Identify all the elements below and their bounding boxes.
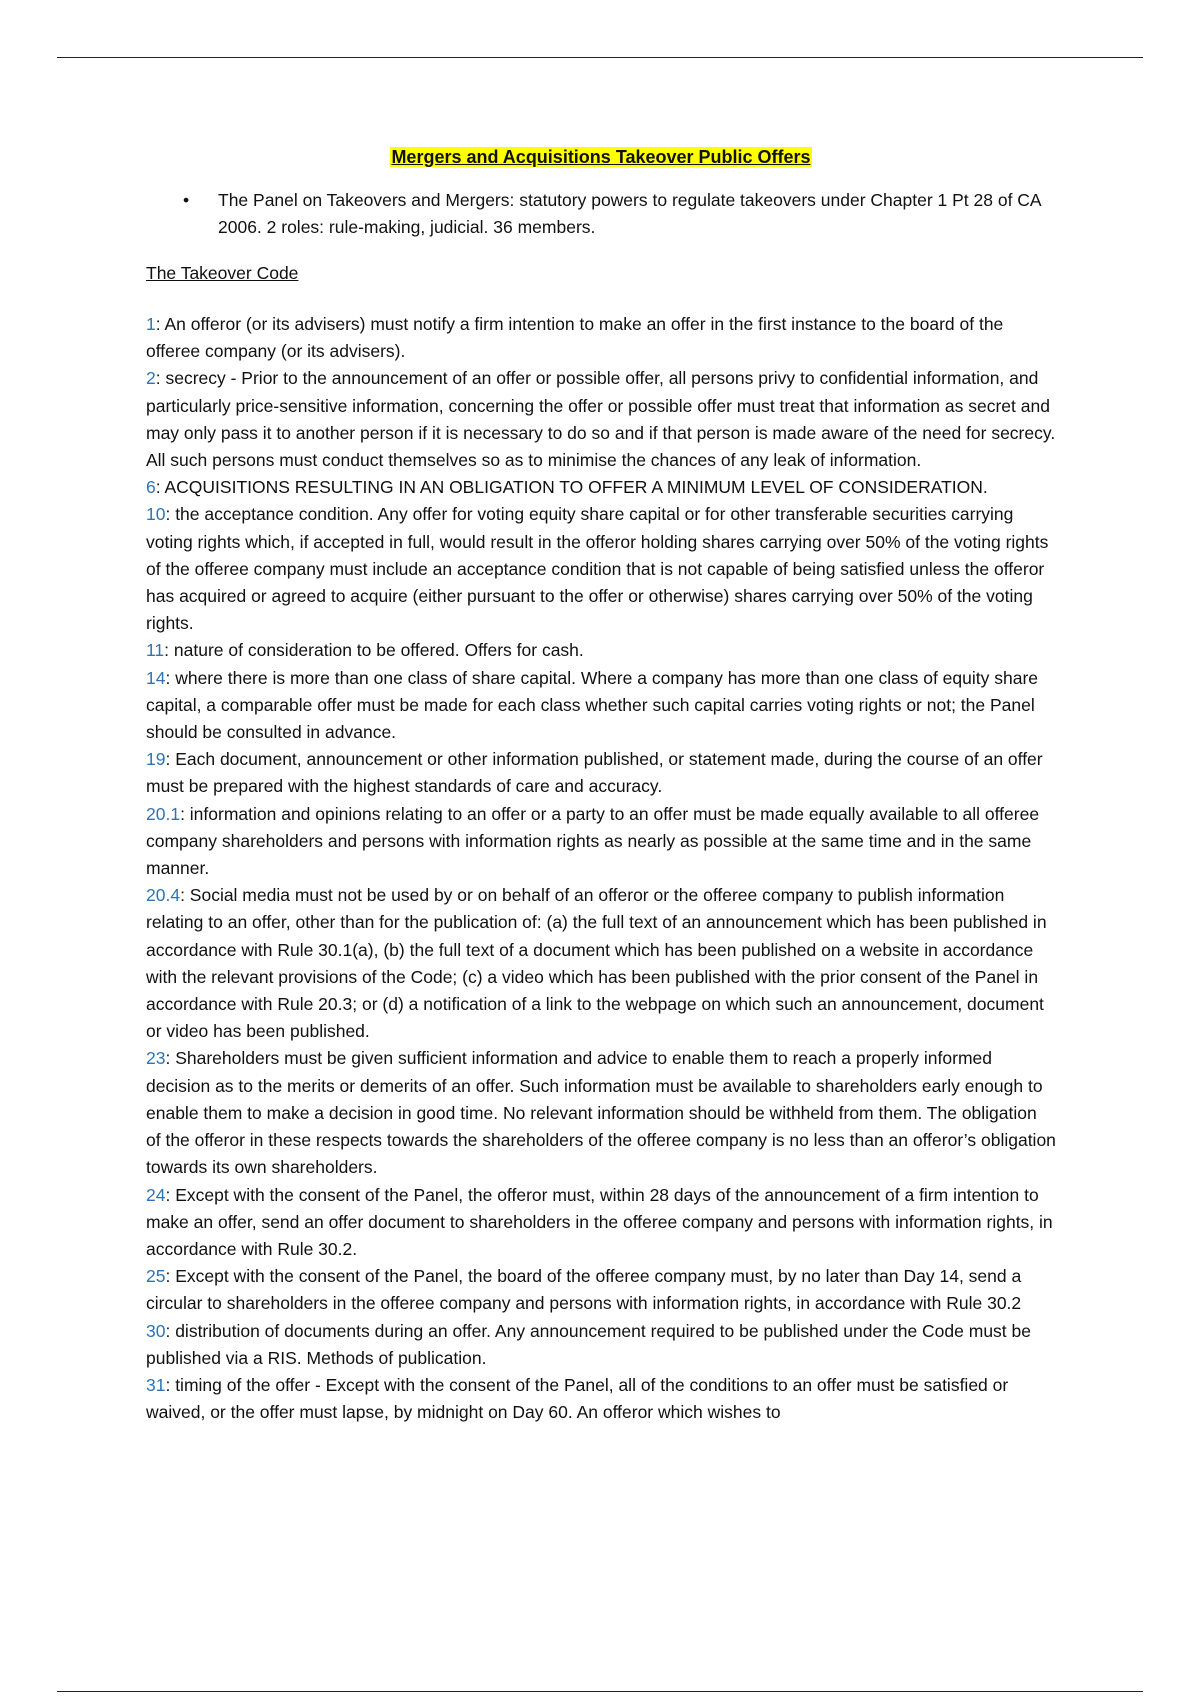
- rule-paragraph: [146, 365, 1056, 474]
- rule-paragraph: [146, 801, 1056, 883]
- rule-paragraph: [146, 882, 1056, 1045]
- rule-number: 23: [146, 1048, 166, 1069]
- rule-text: : distribution of documents during an offer. Any announcement required to be published under the Code must be published via a RIS. Methods of publication.: [146, 1320, 1031, 1368]
- rules-list: [146, 311, 1056, 1426]
- rule-paragraph: [146, 637, 1056, 664]
- document-title: Mergers and Acquisitions Takeover Public Offers: [391, 147, 811, 167]
- rule-paragraph: [146, 1372, 1056, 1426]
- rule-number: 6: [146, 477, 156, 498]
- rule-paragraph: [146, 665, 1056, 747]
- rule-paragraph: [146, 1318, 1056, 1372]
- rule-text: : An offeror (or its advisers) must notify a firm intention to make an offer in the first instance to the board of the offeree company (or its advisers).: [146, 314, 1004, 362]
- rule-text: : secrecy - Prior to the announcement of an offer or possible offer, all persons privy to confidential information, and particularly price-sensitive information, concerning the offer or possible offer must treat that information as secret and may only pass it to another person if it is necessary to do so and if that person is made aware of the need for secrecy. All such persons must conduct themselves so as to minimise the chances of any leak of information.: [146, 368, 1056, 471]
- bullet-icon: •: [183, 190, 190, 210]
- header-rule: [57, 57, 1143, 58]
- rule-paragraph: [146, 501, 1056, 637]
- bullet-item: [146, 187, 1056, 240]
- rule-number: 24: [146, 1184, 166, 1205]
- rule-text: : where there is more than one class of share capital. Where a company has more than one class of equity share capital, a comparable offer must be made for each class whether such capital carries voting rights or not; the Panel should be consulted in advance.: [146, 667, 1039, 743]
- rule-paragraph: [146, 1182, 1056, 1264]
- rule-paragraph: [146, 1263, 1056, 1317]
- rule-number: 30: [146, 1320, 166, 1341]
- document-body: [146, 144, 1056, 1426]
- rule-number: 19: [146, 749, 166, 770]
- rule-number: 11: [146, 640, 165, 661]
- rule-number: 14: [146, 667, 166, 688]
- rule-number: 20.1: [146, 803, 181, 824]
- rule-text: : Except with the consent of the Panel, the offeror must, within 28 days of the announcement of a firm intention to make an offer, send an offer document to shareholders in the offeree company and persons with information rights, in accordance with Rule 30.2.: [146, 1184, 1053, 1259]
- rule-number: 1: [146, 314, 156, 334]
- rule-text: : ACQUISITIONS RESULTING IN AN OBLIGATION TO OFFER A MINIMUM LEVEL OF CONSIDERATION.: [155, 477, 988, 498]
- rule-number: 2: [146, 368, 156, 389]
- bullet-text: The Panel on Takeovers and Mergers: statutory powers to regulate takeovers under Chapter 1 Pt 28 of CA 2006. 2 roles: rule-making, judicial. 36 members.: [218, 190, 1041, 237]
- rule-text: : the acceptance condition. Any offer for voting equity share capital or for other transferable securities carrying voting rights which, if accepted in full, would result in the offeror holding shares carrying over 50% of the voting rights of the offeree company must include an acceptance condition that is not capable of being satisfied unless the offeror has acquired or agreed to acquire (either pursuant to the offer or otherwise) shares carrying over 50% of the voting rights.: [146, 504, 1049, 634]
- rule-text: : Shareholders must be given sufficient information and advice to enable them to reach a properly informed decision as to the merits or demerits of an offer. Such information must be available to shareholders early enough to enable them to make a decision in good time. No relevant information should be withheld from them. The obligation of the offeror in these respects towards the shareholders of the offeree company is no less than an offeror’s obligation towards its own shareholders.: [146, 1048, 1056, 1178]
- rule-number: 25: [146, 1266, 166, 1287]
- title-wrapper: [146, 144, 1056, 170]
- rule-text: : timing of the offer - Except with the consent of the Panel, all of the conditions to an offer must be satisfied or waived, or the offer must lapse, by midnight on Day 60. An offeror which wishes to: [146, 1374, 1009, 1423]
- footer-rule: [57, 1691, 1143, 1692]
- rule-paragraph: [146, 746, 1056, 800]
- section-heading: The Takeover Code: [146, 263, 299, 283]
- rule-text: : Except with the consent of the Panel, the board of the offeree company must, by no later than Day 14, send a circular to shareholders in the offeree company and persons with information rights, in accordance with Rule 30.2: [146, 1266, 1022, 1314]
- rule-number: 20.4: [146, 885, 181, 906]
- rule-number: 10: [146, 504, 166, 525]
- rule-text: : Each document, announcement or other information published, or statement made, during the course of an offer must be prepared with the highest standards of care and accuracy.: [146, 749, 1043, 797]
- rule-text: : Social media must not be used by or on behalf of an offeror or the offeree company to publish information relating to an offer, other than for the publication of: (a) the full text of an announcement which has been published in accordance with Rule 30.1(a), (b) the full text of a document which has been published on a website in accordance with the relevant provisions of the Code; (c) a video which has been published with the prior consent of the Panel in accordance with Rule 20.3; or (d) a notification of a link to the webpage on which such an announcement, document or video has been published.: [146, 885, 1047, 1042]
- rule-number: 31: [146, 1374, 166, 1395]
- rule-text: : nature of consideration to be offered. Offers for cash.: [164, 640, 584, 661]
- rule-paragraph: [146, 311, 1056, 365]
- rule-paragraph: [146, 474, 1056, 501]
- rule-text: : information and opinions relating to an offer or a party to an offer must be made equally available to all offeree company shareholders and persons with information rights as nearly as possible at the same time and in the same manner.: [146, 803, 1040, 879]
- rule-paragraph: [146, 1045, 1056, 1181]
